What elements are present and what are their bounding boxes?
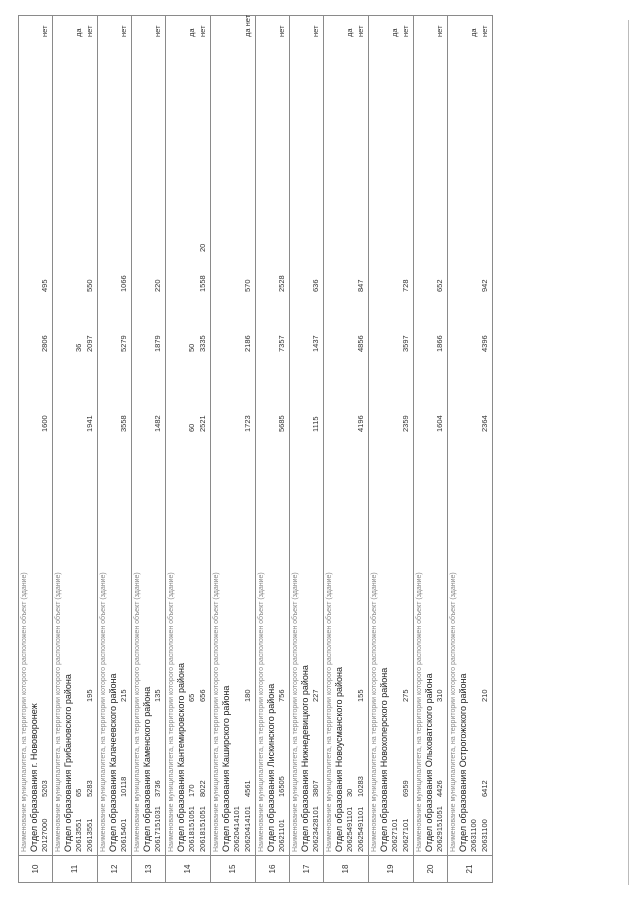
value-cell: 210	[480, 689, 489, 702]
value-cell: 5279	[119, 335, 128, 352]
value-cell: 2521	[198, 415, 207, 432]
table-row	[256, 16, 290, 883]
value-cell: да	[187, 28, 196, 37]
row-number: 17	[290, 856, 324, 883]
value-cell: да	[469, 28, 478, 37]
value-cell: 20	[198, 243, 207, 252]
municipality-caption: Наименование муниципалитета, на территории которого расположен объект (здание)	[450, 572, 457, 852]
value-cell: нет	[85, 25, 94, 37]
value-cell: 652	[435, 279, 444, 292]
value-line	[187, 19, 198, 852]
value-cell: 4561	[243, 780, 252, 797]
value-cell: 20613551	[74, 818, 83, 852]
value-line	[277, 19, 288, 852]
value-cell: 4856	[356, 335, 365, 352]
row-content	[53, 16, 98, 856]
value-cell: 20631100	[480, 819, 489, 852]
department-name: Отдел образования Ольховатского района	[424, 673, 434, 852]
value-cell: 275	[401, 689, 410, 702]
value-cell: нет	[40, 25, 49, 37]
row-content	[324, 16, 369, 856]
value-cell: нет	[480, 25, 489, 37]
value-line	[356, 19, 367, 852]
value-cell: 2186	[243, 335, 252, 352]
value-line	[119, 19, 130, 852]
row-number: 19	[369, 856, 414, 883]
value-cell: да нет	[243, 14, 252, 37]
row-content	[256, 16, 290, 856]
table-row	[98, 16, 132, 883]
value-cell: 3807	[311, 780, 320, 797]
value-cell: 8022	[198, 780, 207, 797]
municipality-caption: Наименование муниципалитета, на территории которого расположен объект (здание)	[292, 572, 299, 852]
department-name: Отдел образования Новоусманского района	[334, 667, 344, 852]
value-cell: нет	[311, 25, 320, 37]
value-cell: 5203	[40, 780, 49, 797]
value-cell: нет	[277, 25, 286, 37]
value-cell: нет	[198, 25, 207, 37]
table-row	[132, 16, 166, 883]
department-name: Отдел образования г. Нововоронеж	[29, 703, 39, 852]
value-cell: 1604	[435, 415, 444, 432]
value-cell: 1941	[85, 415, 94, 432]
row-content	[132, 16, 166, 856]
value-cell: 135	[153, 689, 162, 702]
value-cell: 20617151031	[153, 806, 162, 852]
value-line	[243, 14, 254, 852]
value-cell: 20623428101	[311, 806, 320, 852]
value-line	[390, 19, 401, 852]
value-cell: 20629151051	[435, 806, 444, 852]
value-cell: 36	[74, 343, 83, 352]
value-cell: 50	[187, 343, 196, 352]
value-cell: 1115	[311, 416, 320, 432]
value-cell: 195	[85, 689, 94, 702]
value-cell: 20625491101	[345, 806, 354, 852]
value-cell: 10283	[356, 776, 365, 797]
row-number: 16	[256, 856, 290, 883]
value-cell: 2364	[480, 415, 489, 432]
value-cell: 1482	[153, 415, 162, 432]
value-cell: 16505	[277, 776, 286, 797]
value-cell: 3736	[153, 780, 162, 797]
value-cell: 4196	[356, 415, 365, 432]
municipality-caption: Наименование муниципалитета, на территории которого расположен объект (здание)	[213, 572, 220, 852]
value-cell: 1879	[153, 335, 162, 352]
value-cell: 3597	[401, 335, 410, 352]
value-cell: 65	[187, 693, 196, 702]
value-line	[435, 19, 446, 852]
value-cell: 20620414101	[243, 806, 252, 852]
value-line	[401, 19, 412, 852]
row-number: 21	[448, 856, 493, 883]
table-row	[166, 16, 211, 883]
value-cell: 20615401	[119, 818, 128, 852]
value-line	[74, 19, 85, 852]
department-name: Отдел образования Новохоперского района	[379, 667, 389, 852]
value-cell: 1723	[243, 415, 252, 432]
value-cell: 3335	[198, 335, 207, 352]
row-number: 15	[211, 856, 256, 883]
value-cell: 728	[401, 279, 410, 292]
value-cell: 220	[153, 279, 162, 292]
value-cell: да	[345, 28, 354, 37]
value-line	[480, 19, 491, 852]
municipality-caption: Наименование муниципалитета, на территории которого расположен объект (здание)	[21, 572, 28, 852]
value-line	[469, 19, 480, 852]
value-cell: 5283	[85, 780, 94, 797]
value-cell: 215	[119, 689, 128, 702]
value-cell: 1558	[198, 275, 207, 292]
value-cell: 847	[356, 279, 365, 292]
value-cell: 1866	[435, 335, 444, 352]
row-content	[166, 16, 211, 856]
value-line	[153, 19, 164, 852]
value-cell: 4396	[480, 335, 489, 352]
value-cell: 570	[243, 279, 252, 292]
table-row	[414, 16, 448, 883]
value-cell: 20613551	[85, 818, 94, 852]
value-line	[198, 19, 209, 852]
table-row	[19, 16, 53, 883]
value-cell: 20627101	[390, 818, 399, 852]
value-line	[345, 19, 356, 852]
value-line	[232, 19, 243, 852]
value-cell: 20618151051	[198, 806, 207, 852]
value-cell: 20627101	[401, 818, 410, 852]
department-name: Отдел образования Острогожского района	[458, 673, 468, 852]
table-row	[369, 16, 414, 883]
municipality-caption: Наименование муниципалитета, на территории которого расположен объект (здание)	[416, 572, 423, 852]
value-cell: 20620414101	[232, 806, 241, 852]
value-cell: 20618151051	[187, 806, 196, 852]
value-cell: да	[74, 28, 83, 37]
municipality-caption: Наименование муниципалитета, на территории которого расположен объект (здание)	[55, 572, 62, 852]
education-departments-table	[18, 15, 493, 883]
row-content	[98, 16, 132, 856]
value-cell: нет	[401, 25, 410, 37]
value-cell: 2097	[85, 335, 94, 352]
table-row	[53, 16, 98, 883]
value-cell: 5685	[277, 415, 286, 432]
value-cell: 170	[187, 784, 196, 797]
value-cell: да	[390, 28, 399, 37]
value-cell: 2806	[40, 335, 49, 352]
value-cell: 20127000	[40, 818, 49, 852]
department-name: Отдел образования Грибановского района	[63, 674, 73, 852]
value-line	[85, 19, 96, 852]
value-cell: 65	[74, 788, 83, 797]
municipality-caption: Наименование муниципалитета, на территории которого расположен объект (здание)	[100, 572, 107, 852]
row-number: 13	[132, 856, 166, 883]
value-cell: 550	[85, 279, 94, 292]
row-content	[369, 16, 414, 856]
table-row	[448, 16, 493, 883]
row-number: 10	[19, 856, 53, 883]
value-cell: 155	[356, 689, 365, 702]
municipality-caption: Наименование муниципалитета, на территории которого расположен объект (здание)	[134, 572, 141, 852]
value-cell: 942	[480, 279, 489, 292]
value-cell: 227	[311, 689, 320, 702]
value-cell: 310	[435, 689, 444, 702]
table-body	[19, 16, 493, 883]
municipality-caption: Наименование муниципалитета, на территории которого расположен объект (здание)	[168, 572, 175, 852]
value-cell: 2359	[401, 415, 410, 432]
municipality-caption: Наименование муниципалитета, на территории которого расположен объект (здание)	[371, 572, 378, 852]
value-cell: нет	[435, 25, 444, 37]
value-cell: 7357	[277, 335, 286, 352]
value-cell: 4426	[435, 780, 444, 797]
value-cell: 636	[311, 279, 320, 292]
department-name: Отдел образования Лискинского района	[266, 683, 276, 852]
value-cell: 20631100	[469, 819, 478, 852]
municipality-caption: Наименование муниципалитета, на территории которого расположен объект (здание)	[326, 572, 333, 852]
row-number: 12	[98, 856, 132, 883]
department-name: Отдел образования Нижнедевицкого района	[300, 665, 310, 852]
row-number: 11	[53, 856, 98, 883]
value-cell: 656	[198, 689, 207, 702]
value-cell: 6412	[480, 780, 489, 797]
value-cell: 1600	[40, 415, 49, 432]
department-name: Отдел образования Каменского района	[142, 686, 152, 852]
department-name: Отдел образования Калачеевского района	[108, 673, 118, 852]
department-name: Отдел образования Каширского района	[221, 685, 231, 852]
value-line	[40, 19, 51, 852]
value-cell: нет	[119, 25, 128, 37]
row-content	[448, 16, 493, 856]
value-line	[311, 19, 322, 852]
value-cell: 3558	[119, 415, 128, 432]
department-name: Отдел образования Кантемировского района	[176, 663, 186, 852]
table-row	[324, 16, 369, 883]
municipality-caption: Наименование муниципалитета, на территории которого расположен объект (здание)	[258, 572, 265, 852]
value-cell: 1437	[311, 335, 320, 352]
row-content	[290, 16, 324, 856]
value-cell: 180	[243, 689, 252, 702]
page-bottom-rule	[628, 20, 629, 885]
value-cell: 2528	[277, 275, 286, 292]
value-cell: 60	[187, 423, 196, 432]
row-number: 14	[166, 856, 211, 883]
value-cell: 1066	[119, 275, 128, 292]
row-content	[414, 16, 448, 856]
value-cell: 6959	[401, 780, 410, 797]
row-number: 20	[414, 856, 448, 883]
value-cell: 756	[277, 689, 286, 702]
value-cell: 20625491101	[356, 806, 365, 852]
value-cell: 30	[345, 788, 354, 797]
value-cell: 495	[40, 279, 49, 292]
table-row	[290, 16, 324, 883]
value-cell: 20621101	[277, 819, 286, 852]
value-cell: 10118	[119, 776, 128, 797]
value-cell: нет	[356, 25, 365, 37]
row-content	[19, 16, 53, 856]
table-row	[211, 16, 256, 883]
row-number: 18	[324, 856, 369, 883]
row-content	[211, 16, 256, 856]
value-cell: нет	[153, 25, 162, 37]
